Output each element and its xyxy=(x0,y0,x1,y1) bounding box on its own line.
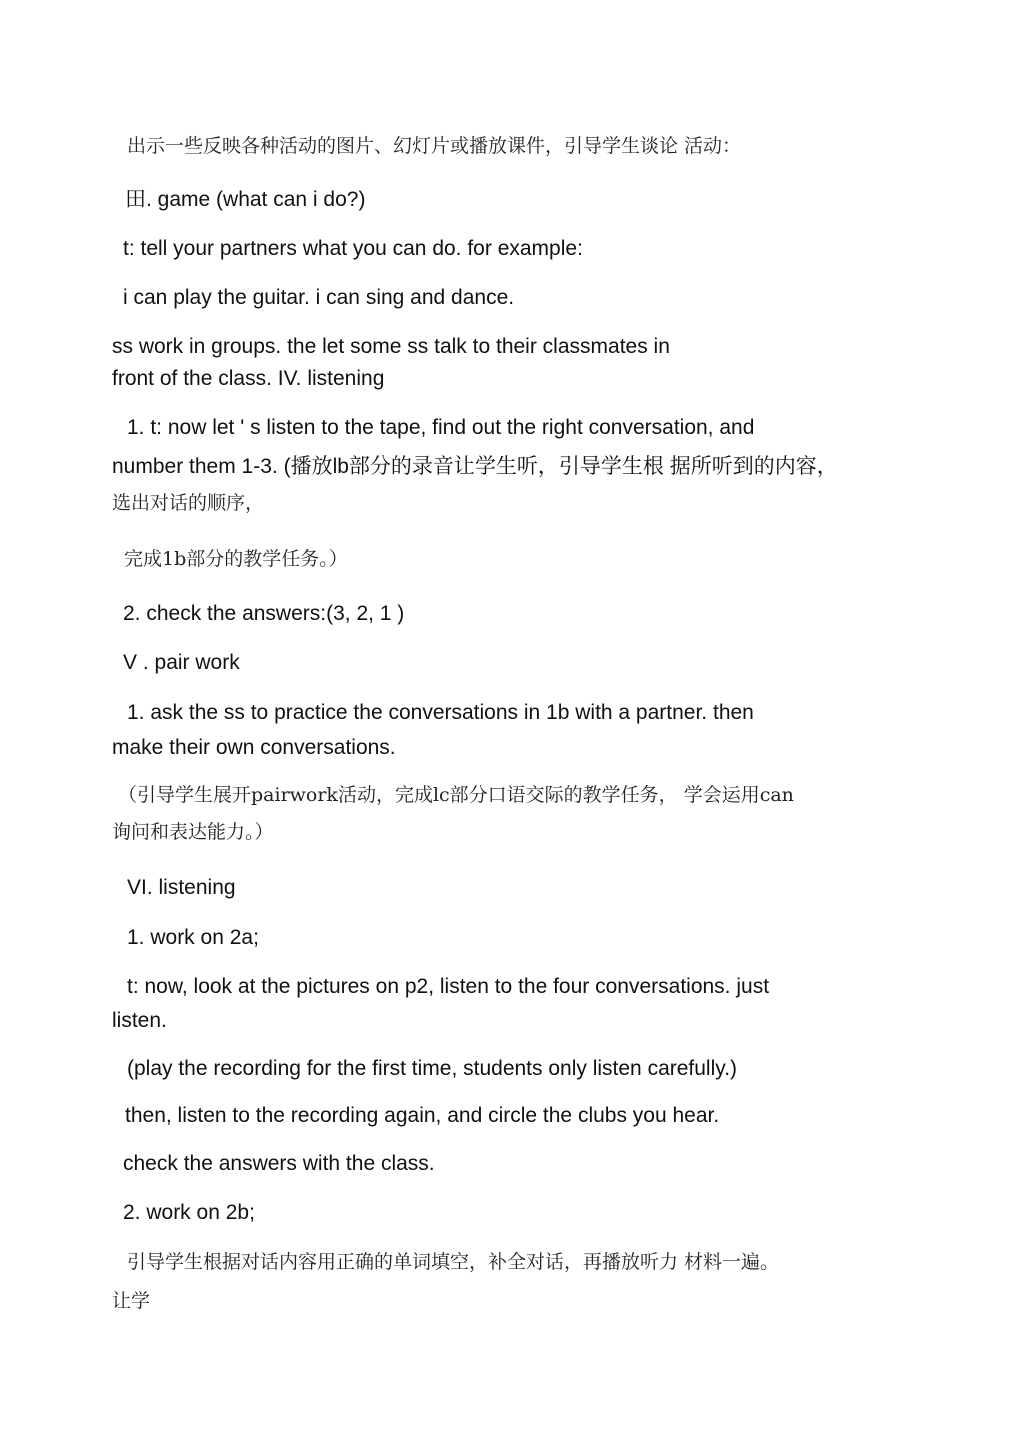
listening-step-1-cont-2: 选出对话的顺序， xyxy=(112,492,265,514)
section-vi-heading: VI. listening xyxy=(127,876,236,899)
section-iv-heading: front of the class. IV. listening xyxy=(112,367,385,390)
pair-work-step-1-cont: make their own conversations. xyxy=(112,736,396,759)
teacher-instruction-line: t: tell your partners what you can do. for example: xyxy=(123,237,583,260)
look-at-pictures-cont: listen. xyxy=(112,1009,167,1032)
work-on-2b-line: 2. work on 2b; xyxy=(123,1201,255,1224)
intro-activity-line: 出示一些反映各种活动的图片、幻灯片或播放课件，引导学生谈论 活动： xyxy=(127,135,742,157)
section-iii-heading: 田. game (what can i do?) xyxy=(125,188,366,211)
check-with-class-line: check the answers with the class. xyxy=(123,1152,435,1175)
fill-blanks-note-cont: 让学 xyxy=(112,1290,151,1312)
work-on-2a-line: 1. work on 2a; xyxy=(127,926,259,949)
group-work-line: ss work in groups. the let some ss talk to their classmates in xyxy=(112,335,670,358)
listening-task-note: 完成1b部分的教学任务。） xyxy=(124,548,348,570)
example-line: i can play the guitar. i can sing and dance. xyxy=(123,286,515,309)
check-answers-line: 2. check the answers:(3, 2, 1 ) xyxy=(123,602,405,625)
look-at-pictures-line: t: now, look at the pictures on p2, listen to the four conversations. just xyxy=(127,975,770,998)
listen-again-line: then, listen to the recording again, and circle the clubs you hear. xyxy=(125,1104,720,1127)
listening-step-1-cont: number them 1-3. (播放lb部分的录音让学生听，引导学生根 据所听到的内容， xyxy=(112,455,838,478)
fill-blanks-note: 引导学生根据对话内容用正确的单词填空，补全对话，再播放听力 材料一遍。 xyxy=(127,1251,780,1273)
pair-work-note-cont: 询问和表达能力。） xyxy=(112,821,274,843)
play-recording-line: (play the recording for the first time, students only listen carefully.) xyxy=(127,1057,738,1080)
listening-step-1-line: 1. t: now let ' s listen to the tape, find out the right conversation, and xyxy=(127,416,755,439)
section-v-heading: V . pair work xyxy=(123,651,240,674)
pair-work-step-1: 1. ask the ss to practice the conversations in 1b with a partner. then xyxy=(127,701,754,724)
pair-work-note: （引导学生展开pairwork活动，完成lc部分口语交际的教学任务， 学会运用can xyxy=(118,784,794,806)
